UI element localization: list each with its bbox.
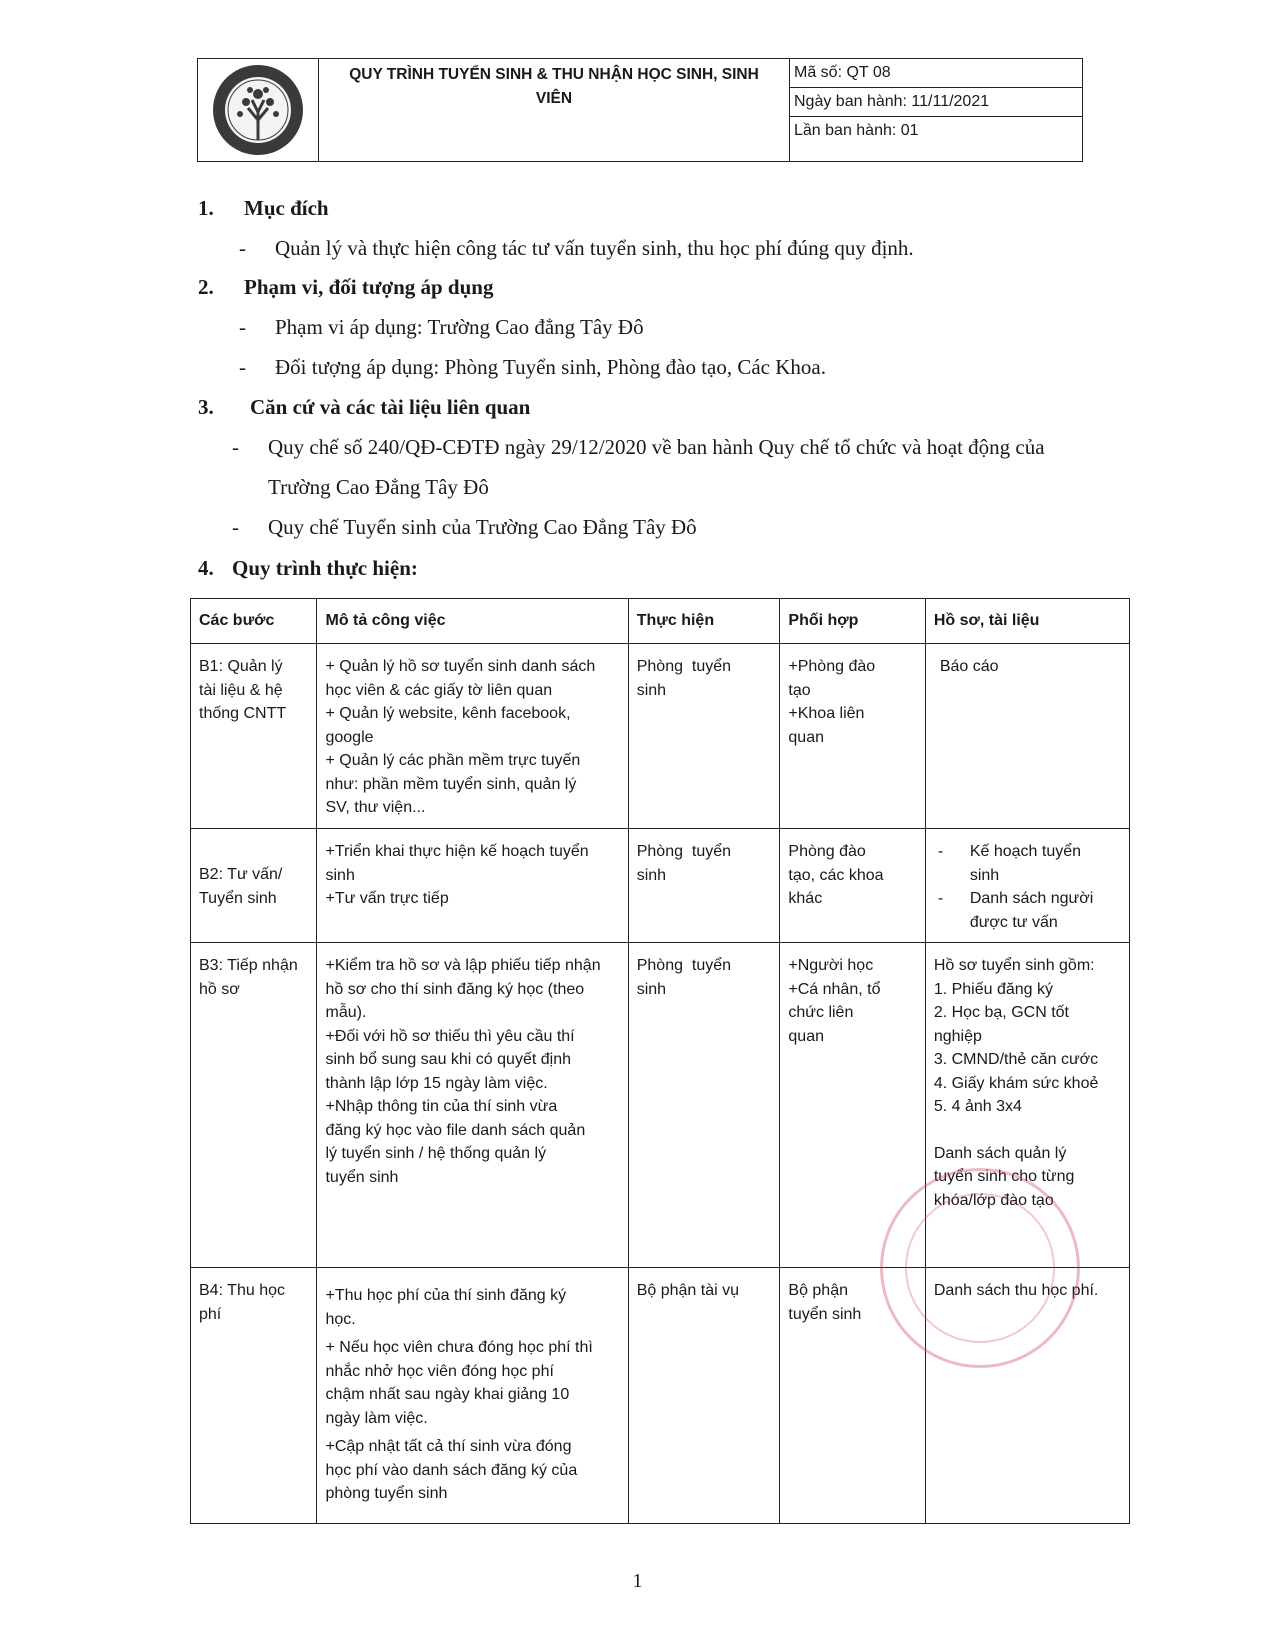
column-header-executor: Thực hiện bbox=[628, 599, 780, 644]
cell-step: B3: Tiếp nhận hồ sơ bbox=[191, 943, 317, 1268]
cell-coordination: Phòng đào tạo, các khoa khác bbox=[780, 829, 925, 943]
column-header-steps: Các bước bbox=[191, 599, 317, 644]
cell-documents bbox=[925, 829, 1129, 943]
section-2-heading bbox=[198, 275, 493, 300]
table-header-row bbox=[191, 599, 1130, 644]
list-item: - Kế hoạch tuyển sinh bbox=[937, 843, 1082, 884]
section-number: 3. bbox=[198, 395, 214, 419]
section-3-heading bbox=[198, 395, 530, 420]
cell-description: +Thu học phí của thí sinh đăng ký học. + Nếu học viên chưa đóng học phí thì nhắc nhở học viên đóng học phí chậm nhất sau ngày khai giảng 10 ngày làm việc. +Cập nhật tất cả thí sinh vừa đóng học phí vào danh sách đăng ký của phòng tuyển sinh bbox=[317, 1268, 628, 1524]
section-1-heading bbox=[198, 196, 329, 221]
column-header-coordination: Phối hợp bbox=[780, 599, 925, 644]
list-item: - Danh sách người được tư vấn bbox=[937, 890, 1094, 931]
column-header-documents: Hồ sơ, tài liệu bbox=[925, 599, 1129, 644]
cell-description: +Kiểm tra hồ sơ và lập phiếu tiếp nhận hồ sơ cho thí sinh đăng ký học (theo mẫu). +Đối với hồ sơ thiếu thì yêu cầu thí sinh bổ sung sau khi có quyết định thành lập lớp 15 ngày làm việc. +Nhập thông tin của thí sinh vừa đăng ký học vào file danh sách quản lý tuyển sinh / hệ thống quản lý tuyển sinh bbox=[317, 943, 628, 1268]
cell-executor: Phòng tuyển sinh bbox=[628, 943, 780, 1268]
school-logo-icon bbox=[210, 62, 306, 158]
table-row bbox=[191, 644, 1130, 829]
section-number: 1. bbox=[198, 196, 214, 220]
cell-documents: Danh sách thu học phí. bbox=[925, 1268, 1129, 1524]
cell-executor: Phòng tuyển sinh bbox=[628, 644, 780, 829]
section-title: Căn cứ và các tài liệu liên quan bbox=[250, 395, 531, 419]
school-logo bbox=[198, 59, 319, 161]
section-number: 2. bbox=[198, 275, 214, 299]
document-title: QUY TRÌNH TUYỂN SINH & THU NHẬN HỌC SINH, SINH VIÊN bbox=[319, 59, 790, 161]
cell-step: B1: Quản lý tài liệu & hệ thống CNTT bbox=[191, 644, 317, 829]
table-row bbox=[191, 829, 1130, 943]
table-row bbox=[191, 1268, 1130, 1524]
cell-coordination: Bộ phận tuyển sinh bbox=[780, 1268, 925, 1524]
bullet-regulation-240: - Quy chế số 240/QĐ-CĐTĐ ngày 29/12/2020 về ban hành Quy chế tổ chức và hoạt động của bbox=[232, 435, 1045, 459]
cell-coordination: +Người học +Cá nhân, tổ chức liên quan bbox=[780, 943, 925, 1268]
cell-step: B2: Tư vấn/ Tuyển sinh bbox=[191, 829, 317, 943]
bullet-regulation-240-continued: Trường Cao Đẳng Tây Đô bbox=[268, 475, 489, 499]
section-number: 4. bbox=[198, 556, 214, 580]
document-code: Mã số: QT 08 bbox=[790, 59, 1082, 88]
cell-documents: Hồ sơ tuyển sinh gồm: 1. Phiếu đăng ký 2. Học bạ, GCN tốt nghiệp 3. CMND/thẻ căn cước 4. Giấy khám sức khoẻ 5. 4 ảnh 3x4 Danh sách quản lý tuyển sinh cho từng khóa/lớp đào tạo bbox=[925, 943, 1129, 1268]
cell-documents: Báo cáo bbox=[925, 644, 1129, 829]
process-table bbox=[190, 598, 1130, 1524]
revision-number: Lần ban hành: 01 bbox=[794, 122, 919, 139]
section-title: Mục đích bbox=[244, 196, 329, 220]
section-4-heading bbox=[198, 556, 418, 581]
table-row bbox=[191, 943, 1130, 1268]
column-header-description: Mô tả công việc bbox=[317, 599, 628, 644]
cell-coordination: +Phòng đào tạo +Khoa liên quan bbox=[780, 644, 925, 829]
bullet-scope: - Phạm vi áp dụng: Trường Cao đẳng Tây Đô bbox=[239, 315, 644, 339]
bullet-audience: - Đối tượng áp dụng: Phòng Tuyển sinh, Phòng đào tạo, Các Khoa. bbox=[239, 355, 826, 379]
section-title: Phạm vi, đối tượng áp dụng bbox=[244, 275, 494, 299]
bullet-purpose: - Quản lý và thực hiện công tác tư vấn tuyển sinh, thu học phí đúng quy định. bbox=[239, 236, 914, 260]
document-header bbox=[197, 58, 1083, 162]
section-title: Quy trình thực hiện: bbox=[232, 556, 418, 580]
cell-executor: Bộ phận tài vụ bbox=[628, 1268, 780, 1524]
document-meta bbox=[790, 59, 1082, 161]
bullet-admission-regulation: - Quy chế Tuyển sinh của Trường Cao Đẳng Tây Đô bbox=[232, 515, 697, 539]
page-number: 1 bbox=[632, 1570, 643, 1592]
cell-description: + Quản lý hồ sơ tuyển sinh danh sách học viên & các giấy tờ liên quan + Quản lý website, kênh facebook, google + Quản lý các phần mềm trực tuyến như: phần mềm tuyển sinh, quản lý SV, thư viện... bbox=[317, 644, 628, 829]
cell-description: +Triển khai thực hiện kế hoạch tuyển sinh +Tư vấn trực tiếp bbox=[317, 829, 628, 943]
cell-step: B4: Thu học phí bbox=[191, 1268, 317, 1524]
issue-date: Ngày ban hành: 11/11/2021 bbox=[790, 88, 1082, 117]
cell-executor: Phòng tuyển sinh bbox=[628, 829, 780, 943]
